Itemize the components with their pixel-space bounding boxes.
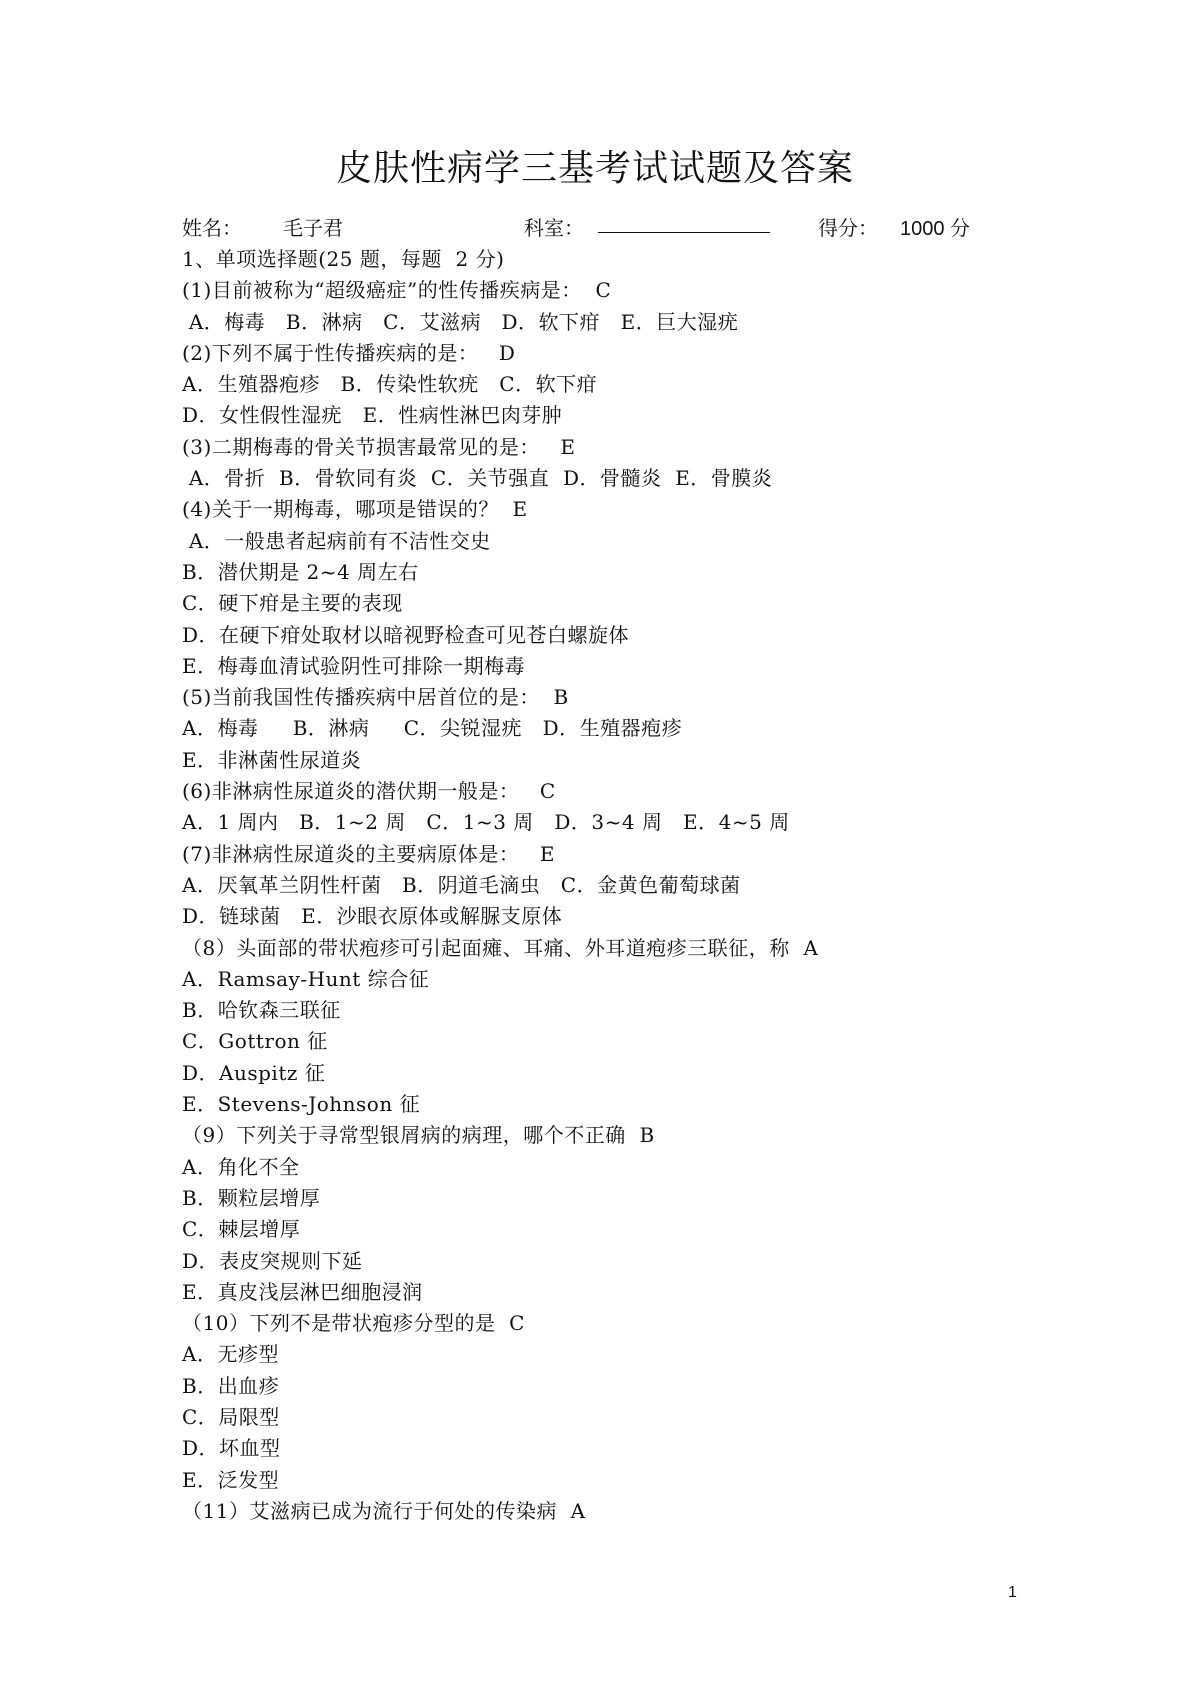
text-line: (3)二期梅毒的骨关节损害最常见的是： E [182,434,576,459]
text-line: A．一般患者起病前有不洁性交史 [182,528,491,553]
text-line: D．在硬下疳处取材以暗视野检查可见苍白螺旋体 [182,622,630,647]
text-line: D．Auspitz 征 [182,1060,326,1085]
text-line: E．Stevens-Johnson 征 [182,1092,421,1117]
score-label: 得分： [818,216,878,240]
text-line: A．1 周内 B．1~2 周 C．1~3 周 D．3~4 周 E．4~5 周 [182,810,790,835]
text-line: A．骨折 B．骨软同有炎 C．关节强直 D．骨髓炎 E．骨膜炎 [182,466,773,491]
name-label: 姓名： [182,216,242,240]
text-line: B．颗粒层增厚 [182,1185,321,1210]
text-line: D．链球菌 E．沙眼衣原体或解脲支原体 [182,904,563,929]
text-line: （11）艾滋病已成为流行于何处的传染病 A [182,1498,586,1523]
text-line: A．Ramsay-Hunt 综合征 [182,966,430,991]
text-line: 1、单项选择题(25 题，每题 2 分) [182,247,505,271]
page-number: 1 [1008,1584,1017,1601]
text-line: A．角化不全 [182,1154,300,1179]
department-label: 科室： [524,216,584,240]
text-line: （10）下列不是带状疱疹分型的是 C [182,1311,525,1336]
text-line: （8）头面部的带状疱疹可引起面瘫、耳痛、外耳道疱疹三联征，称 A [182,935,819,960]
text-line: E．真皮浅层淋巴细胞浸润 [182,1279,423,1304]
text-line: (6)非淋病性尿道炎的潜伏期一般是： C [182,779,556,804]
text-line: E．非淋菌性尿道炎 [182,747,362,772]
text-line: (1)目前被称为“超级癌症”的性传播疾病是： C [182,278,612,303]
text-line: (4)关于一期梅毒，哪项是错误的？ E [182,497,528,522]
text-line: (7)非淋病性尿道炎的主要病原体是： E [182,841,556,866]
text-line: (5)当前我国性传播疾病中居首位的是： B [182,685,569,710]
text-line: C．局限型 [182,1404,280,1429]
text-line: C．Gottron 征 [182,1029,328,1054]
text-line: A．无疹型 [182,1342,279,1367]
text-line: C．棘层增厚 [182,1217,301,1242]
department-blank-field [598,232,770,233]
question-list [182,244,1082,1527]
text-line: （9）下列关于寻常型银屑病的病理，哪个不正确 B [182,1123,655,1148]
text-line: (2)下列不属于性传播疾病的是： D [182,340,516,365]
text-line: B．出血疹 [182,1373,280,1398]
text-line: E．泛发型 [182,1467,280,1492]
text-line: E．梅毒血清试验阴性可排除一期梅毒 [182,653,526,678]
name-value: 毛子君 [283,216,343,240]
text-line: D．坏血型 [182,1436,281,1461]
text-line: A．生殖器疱疹 B．传染性软疣 C．软下疳 [182,372,598,397]
text-line: B．哈钦森三联征 [182,998,341,1023]
text-line: A．梅毒 B．淋病 C．尖锐湿疣 D．生殖器疱疹 [182,716,683,741]
text-line: A．梅毒 B．淋病 C．艾滋病 D．软下疳 E．巨大湿疣 [182,309,739,334]
text-line: D．表皮突规则下延 [182,1248,363,1273]
text-line: B．潜伏期是 2~4 周左右 [182,559,419,584]
text-line: C．硬下疳是主要的表现 [182,591,403,616]
text-line: D．女性假性湿疣 E．性病性淋巴肉芽肿 [182,403,563,428]
page-title: 皮肤性病学三基考试试题及答案 [335,148,854,189]
score-value: 1000 分 [900,218,971,240]
text-line: A．厌氧革兰阴性杆菌 B．阴道毛滴虫 C．金黄色葡萄球菌 [182,872,741,897]
